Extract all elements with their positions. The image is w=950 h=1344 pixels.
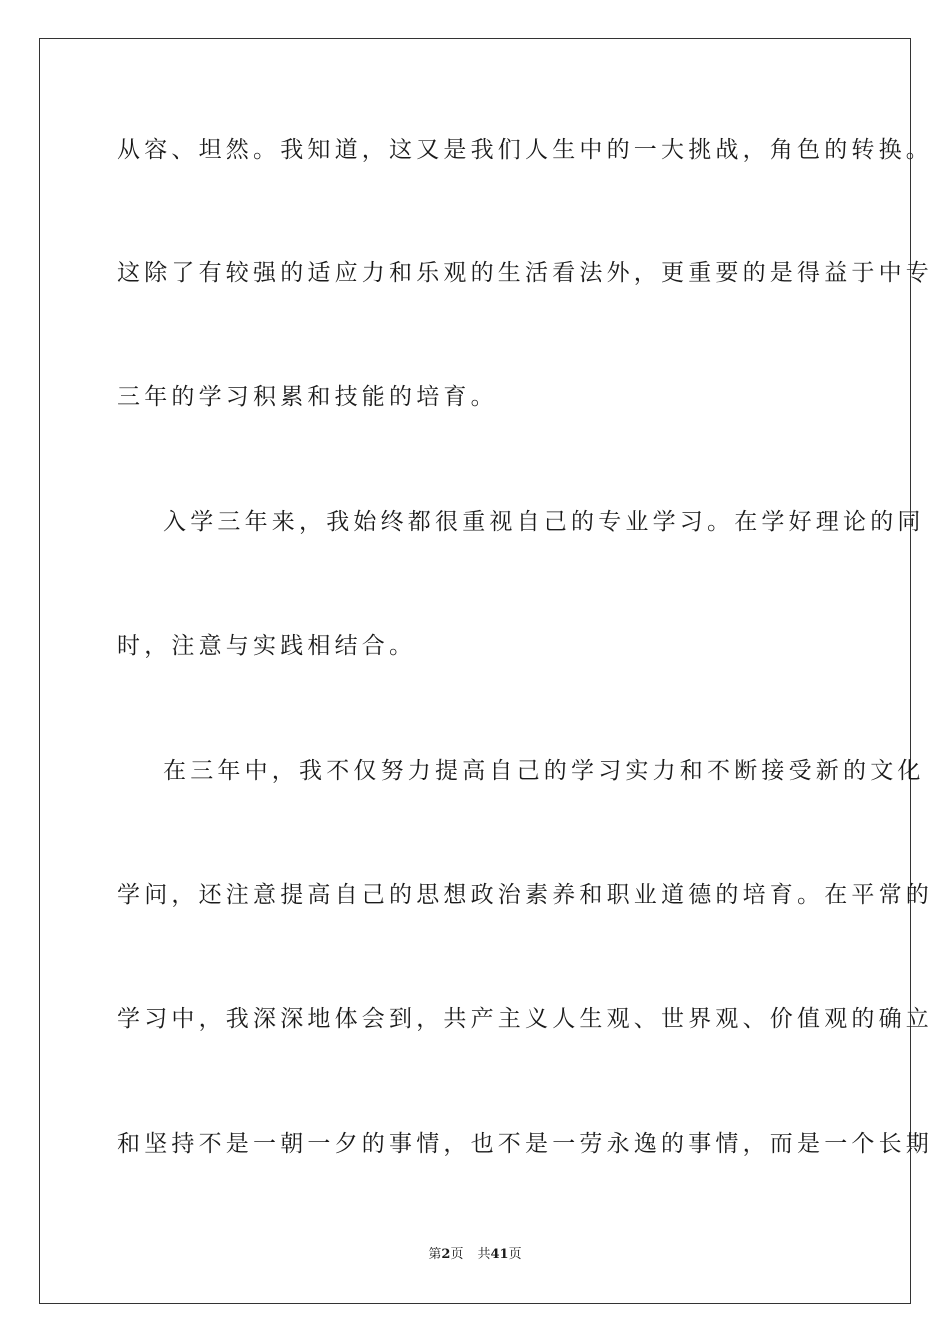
page-frame: [39, 38, 933, 1304]
total-suffix: 页: [508, 1247, 522, 1262]
total-pages: 41: [490, 1247, 509, 1262]
page-prefix: 第: [428, 1247, 442, 1262]
total-prefix: 共: [477, 1247, 491, 1262]
body-line-7: 学问，还注意提高自己的思想政治素养和职业道德的培育。在平常的: [117, 882, 933, 908]
body-line-4: 入学三年来，我始终都很重视自己的专业学习。在学好理论的同: [163, 509, 925, 535]
body-line-5: 时，注意与实践相结合。: [117, 633, 417, 659]
body-line-9: 和坚持不是一朝一夕的事情，也不是一劳永逸的事情，而是一个长期: [117, 1131, 933, 1157]
page-suffix: 页: [450, 1247, 464, 1262]
body-line-3: 三年的学习积累和技能的培育。: [117, 384, 498, 410]
body-line-6: 在三年中，我不仅努力提高自己的学习实力和不断接受新的文化: [163, 758, 925, 784]
page-number: 2: [441, 1247, 451, 1262]
body-line-8: 学习中，我深深地体会到，共产主义人生观、世界观、价值观的确立: [117, 1006, 933, 1032]
page-footer: [0, 1246, 950, 1264]
body-line-1: 从容、坦然。我知道，这又是我们人生中的一大挑战，角色的转换。: [117, 137, 933, 163]
body-line-2: 这除了有较强的适应力和乐观的生活看法外，更重要的是得益于中专: [117, 260, 933, 286]
